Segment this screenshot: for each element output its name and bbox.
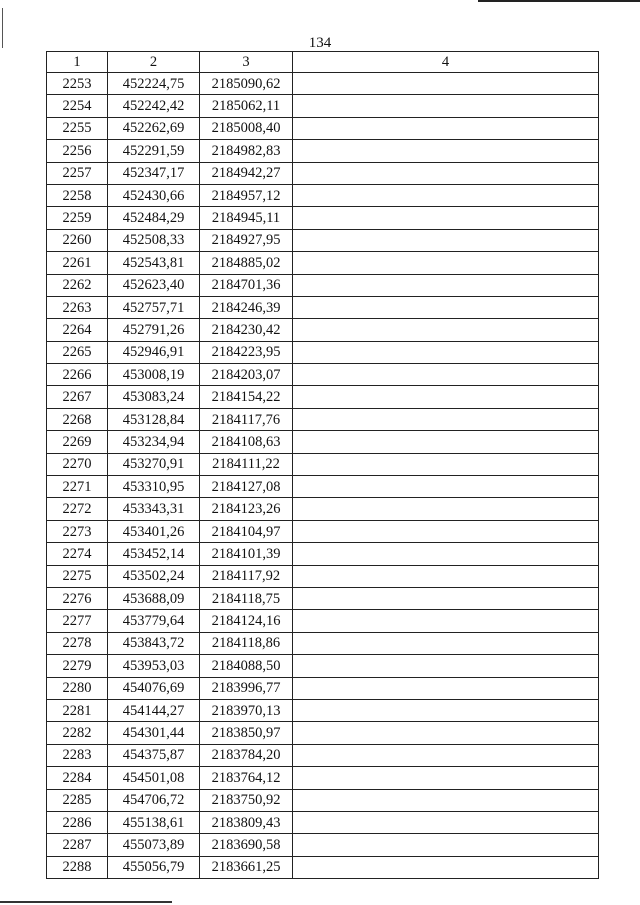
description-cell (293, 453, 599, 475)
table-row (47, 386, 599, 408)
table-row (47, 476, 599, 498)
point-number-cell: 2278 (47, 632, 108, 654)
description-cell (293, 834, 599, 856)
y-coordinate-cell: 2184982,83 (200, 140, 293, 162)
point-number-cell: 2265 (47, 341, 108, 363)
y-coordinate-cell: 2184111,22 (200, 453, 293, 475)
y-coordinate-cell: 2184701,36 (200, 274, 293, 296)
table-row (47, 408, 599, 430)
y-coordinate-cell: 2184118,75 (200, 587, 293, 609)
description-cell (293, 543, 599, 565)
point-number-cell: 2281 (47, 699, 108, 721)
description-cell (293, 722, 599, 744)
table-row (47, 296, 599, 318)
description-cell (293, 184, 599, 206)
x-coordinate-cell: 454375,87 (108, 744, 200, 766)
description-cell (293, 587, 599, 609)
y-coordinate-cell: 2184108,63 (200, 431, 293, 453)
description-cell (293, 274, 599, 296)
column-header-4: 4 (293, 52, 599, 73)
x-coordinate-cell: 452623,40 (108, 274, 200, 296)
description-cell (293, 207, 599, 229)
y-coordinate-cell: 2183996,77 (200, 677, 293, 699)
x-coordinate-cell: 452484,29 (108, 207, 200, 229)
table-row (47, 744, 599, 766)
y-coordinate-cell: 2184154,22 (200, 386, 293, 408)
table-row (47, 184, 599, 206)
y-coordinate-cell: 2184101,39 (200, 543, 293, 565)
y-coordinate-cell: 2184118,86 (200, 632, 293, 654)
y-coordinate-cell: 2183750,92 (200, 789, 293, 811)
point-number-cell: 2254 (47, 95, 108, 117)
coordinates-table (46, 51, 599, 879)
x-coordinate-cell: 454144,27 (108, 699, 200, 721)
x-coordinate-cell: 453688,09 (108, 587, 200, 609)
table-row (47, 229, 599, 251)
x-coordinate-cell: 453779,64 (108, 610, 200, 632)
y-coordinate-cell: 2183809,43 (200, 811, 293, 833)
table-row (47, 252, 599, 274)
x-coordinate-cell: 455073,89 (108, 834, 200, 856)
point-number-cell: 2267 (47, 386, 108, 408)
x-coordinate-cell: 452791,26 (108, 319, 200, 341)
y-coordinate-cell: 2185062,11 (200, 95, 293, 117)
point-number-cell: 2277 (47, 610, 108, 632)
description-cell (293, 856, 599, 878)
header-row (47, 52, 599, 73)
point-number-cell: 2279 (47, 655, 108, 677)
table-body (47, 73, 599, 879)
x-coordinate-cell: 452946,91 (108, 341, 200, 363)
y-coordinate-cell: 2185008,40 (200, 117, 293, 139)
x-coordinate-cell: 453310,95 (108, 476, 200, 498)
table-row (47, 699, 599, 721)
description-cell (293, 565, 599, 587)
description-cell (293, 73, 599, 95)
table-row (47, 520, 599, 542)
y-coordinate-cell: 2184117,92 (200, 565, 293, 587)
description-cell (293, 699, 599, 721)
point-number-cell: 2266 (47, 364, 108, 386)
point-number-cell: 2263 (47, 296, 108, 318)
x-coordinate-cell: 452224,75 (108, 73, 200, 95)
description-cell (293, 117, 599, 139)
x-coordinate-cell: 453343,31 (108, 498, 200, 520)
x-coordinate-cell: 452757,71 (108, 296, 200, 318)
table-row (47, 789, 599, 811)
description-cell (293, 677, 599, 699)
y-coordinate-cell: 2184885,02 (200, 252, 293, 274)
x-coordinate-cell: 453270,91 (108, 453, 200, 475)
y-coordinate-cell: 2184117,76 (200, 408, 293, 430)
y-coordinate-cell: 2184104,97 (200, 520, 293, 542)
y-coordinate-cell: 2184124,16 (200, 610, 293, 632)
point-number-cell: 2253 (47, 73, 108, 95)
x-coordinate-cell: 453008,19 (108, 364, 200, 386)
x-coordinate-cell: 453401,26 (108, 520, 200, 542)
x-coordinate-cell: 452508,33 (108, 229, 200, 251)
point-number-cell: 2282 (47, 722, 108, 744)
description-cell (293, 498, 599, 520)
point-number-cell: 2284 (47, 767, 108, 789)
table-row (47, 140, 599, 162)
x-coordinate-cell: 454501,08 (108, 767, 200, 789)
y-coordinate-cell: 2183850,97 (200, 722, 293, 744)
point-number-cell: 2256 (47, 140, 108, 162)
y-coordinate-cell: 2184223,95 (200, 341, 293, 363)
point-number-cell: 2273 (47, 520, 108, 542)
table-row (47, 498, 599, 520)
y-coordinate-cell: 2184945,11 (200, 207, 293, 229)
point-number-cell: 2258 (47, 184, 108, 206)
x-coordinate-cell: 452347,17 (108, 162, 200, 184)
column-header-2: 2 (108, 52, 200, 73)
description-cell (293, 655, 599, 677)
description-cell (293, 476, 599, 498)
table-row (47, 341, 599, 363)
y-coordinate-cell: 2184246,39 (200, 296, 293, 318)
table-row (47, 274, 599, 296)
bottom-edge-rule (0, 901, 172, 903)
description-cell (293, 789, 599, 811)
x-coordinate-cell: 455056,79 (108, 856, 200, 878)
page-number: 134 (308, 35, 332, 51)
point-number-cell: 2276 (47, 587, 108, 609)
x-coordinate-cell: 455138,61 (108, 811, 200, 833)
y-coordinate-cell: 2184230,42 (200, 319, 293, 341)
point-number-cell: 2269 (47, 431, 108, 453)
description-cell (293, 319, 599, 341)
table-row (47, 856, 599, 878)
x-coordinate-cell: 453083,24 (108, 386, 200, 408)
description-cell (293, 162, 599, 184)
point-number-cell: 2255 (47, 117, 108, 139)
description-cell (293, 252, 599, 274)
y-coordinate-cell: 2184127,08 (200, 476, 293, 498)
x-coordinate-cell: 452430,66 (108, 184, 200, 206)
table-row (47, 543, 599, 565)
x-coordinate-cell: 453843,72 (108, 632, 200, 654)
x-coordinate-cell: 452291,59 (108, 140, 200, 162)
x-coordinate-cell: 452543,81 (108, 252, 200, 274)
table-header (47, 52, 599, 73)
x-coordinate-cell: 453502,24 (108, 565, 200, 587)
point-number-cell: 2271 (47, 476, 108, 498)
table-row (47, 73, 599, 95)
point-number-cell: 2286 (47, 811, 108, 833)
x-coordinate-cell: 453953,03 (108, 655, 200, 677)
table-row (47, 722, 599, 744)
point-number-cell: 2261 (47, 252, 108, 274)
point-number-cell: 2262 (47, 274, 108, 296)
table-row (47, 587, 599, 609)
x-coordinate-cell: 453234,94 (108, 431, 200, 453)
y-coordinate-cell: 2183690,58 (200, 834, 293, 856)
column-header-1: 1 (47, 52, 108, 73)
y-coordinate-cell: 2184203,07 (200, 364, 293, 386)
y-coordinate-cell: 2184123,26 (200, 498, 293, 520)
x-coordinate-cell: 452262,69 (108, 117, 200, 139)
description-cell (293, 520, 599, 542)
description-cell (293, 408, 599, 430)
table-row (47, 655, 599, 677)
table-row (47, 95, 599, 117)
table-row (47, 632, 599, 654)
table-row (47, 453, 599, 475)
x-coordinate-cell: 453452,14 (108, 543, 200, 565)
point-number-cell: 2274 (47, 543, 108, 565)
point-number-cell: 2280 (47, 677, 108, 699)
table-row (47, 811, 599, 833)
point-number-cell: 2259 (47, 207, 108, 229)
description-cell (293, 632, 599, 654)
top-edge-rule (478, 0, 640, 2)
point-number-cell: 2270 (47, 453, 108, 475)
table-row (47, 162, 599, 184)
table-row (47, 207, 599, 229)
x-coordinate-cell: 453128,84 (108, 408, 200, 430)
y-coordinate-cell: 2183970,13 (200, 699, 293, 721)
table-row (47, 834, 599, 856)
point-number-cell: 2285 (47, 789, 108, 811)
y-coordinate-cell: 2184942,27 (200, 162, 293, 184)
description-cell (293, 610, 599, 632)
point-number-cell: 2260 (47, 229, 108, 251)
y-coordinate-cell: 2184088,50 (200, 655, 293, 677)
table-row (47, 677, 599, 699)
description-cell (293, 811, 599, 833)
description-cell (293, 229, 599, 251)
point-number-cell: 2283 (47, 744, 108, 766)
table-row (47, 319, 599, 341)
column-header-3: 3 (200, 52, 293, 73)
description-cell (293, 767, 599, 789)
y-coordinate-cell: 2184927,95 (200, 229, 293, 251)
table-row (47, 610, 599, 632)
table-row (47, 117, 599, 139)
description-cell (293, 140, 599, 162)
description-cell (293, 744, 599, 766)
point-number-cell: 2257 (47, 162, 108, 184)
x-coordinate-cell: 452242,42 (108, 95, 200, 117)
y-coordinate-cell: 2183661,25 (200, 856, 293, 878)
x-coordinate-cell: 454301,44 (108, 722, 200, 744)
description-cell (293, 341, 599, 363)
point-number-cell: 2268 (47, 408, 108, 430)
point-number-cell: 2264 (47, 319, 108, 341)
point-number-cell: 2288 (47, 856, 108, 878)
point-number-cell: 2275 (47, 565, 108, 587)
point-number-cell: 2287 (47, 834, 108, 856)
description-cell (293, 364, 599, 386)
y-coordinate-cell: 2183764,12 (200, 767, 293, 789)
table-row (47, 431, 599, 453)
point-number-cell: 2272 (47, 498, 108, 520)
description-cell (293, 386, 599, 408)
description-cell (293, 431, 599, 453)
table-row (47, 364, 599, 386)
y-coordinate-cell: 2185090,62 (200, 73, 293, 95)
x-coordinate-cell: 454706,72 (108, 789, 200, 811)
y-coordinate-cell: 2183784,20 (200, 744, 293, 766)
table-row (47, 767, 599, 789)
y-coordinate-cell: 2184957,12 (200, 184, 293, 206)
description-cell (293, 296, 599, 318)
table-row (47, 565, 599, 587)
description-cell (293, 95, 599, 117)
x-coordinate-cell: 454076,69 (108, 677, 200, 699)
